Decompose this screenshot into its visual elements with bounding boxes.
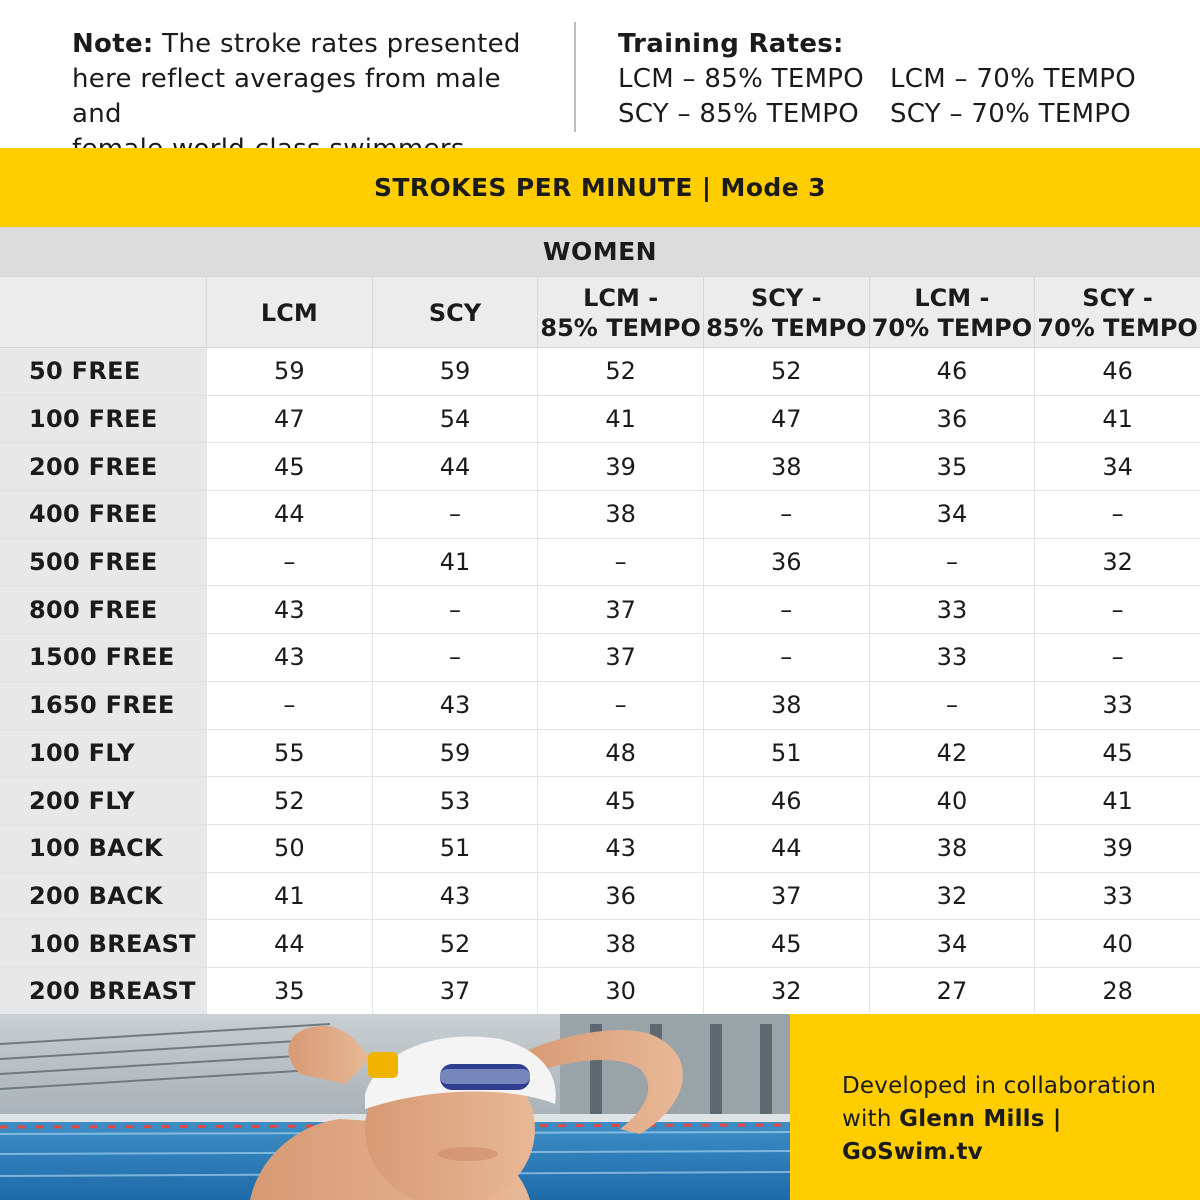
row-label: 100 BREAST [0, 920, 206, 967]
cell-scy: 53 [372, 777, 538, 824]
cell-scy-70: 32 [1034, 539, 1200, 586]
training-rate-item: SCY – 85% TEMPO [618, 99, 860, 129]
cell-lcm: 50 [206, 825, 372, 872]
table-row [0, 873, 1200, 921]
cell-lcm-70: 35 [869, 443, 1035, 490]
cell-lcm-70: 46 [869, 348, 1035, 395]
cell-scy: 51 [372, 825, 538, 872]
row-label: 50 FREE [0, 348, 206, 395]
row-label: 200 FREE [0, 443, 206, 490]
training-rate-item: SCY – 70% TEMPO [890, 99, 1132, 129]
cell-lcm: 59 [206, 348, 372, 395]
cell-scy-85: 36 [703, 539, 869, 586]
credit-line-1: Developed in collaboration [842, 1073, 1157, 1099]
cell-scy-85: 45 [703, 920, 869, 967]
cell-scy: 44 [372, 443, 538, 490]
swimmer-photo [0, 1014, 790, 1200]
table-header-row [0, 276, 1200, 348]
cell-scy-70: – [1034, 491, 1200, 538]
column-header-lcm: LCM [206, 277, 372, 347]
table-row [0, 396, 1200, 444]
row-label: 100 BACK [0, 825, 206, 872]
credit-text [842, 1070, 1200, 1169]
cell-lcm-85: 45 [537, 777, 703, 824]
credit-line-2-prefix: with [842, 1106, 900, 1132]
cell-scy-70: 28 [1034, 968, 1200, 1015]
cell-lcm: 35 [206, 968, 372, 1015]
cell-scy-85: 51 [703, 730, 869, 777]
column-header-lcm-85: LCM - 85% TEMPO [537, 277, 703, 347]
cell-scy: 43 [372, 873, 538, 920]
cell-scy-85: 37 [703, 873, 869, 920]
training-rates-title: Training Rates: [618, 29, 844, 59]
cell-scy: – [372, 586, 538, 633]
cell-scy-70: 39 [1034, 825, 1200, 872]
note-text [72, 27, 552, 167]
credit-panel [790, 1014, 1200, 1200]
row-label: 400 FREE [0, 491, 206, 538]
column-header-scy-85: SCY - 85% TEMPO [703, 277, 869, 347]
note-line-1: The stroke rates presented [162, 29, 521, 59]
training-rate-item: LCM – 70% TEMPO [890, 64, 1137, 94]
cell-lcm-85: 48 [537, 730, 703, 777]
cell-lcm-85: – [537, 539, 703, 586]
cell-scy-70: 34 [1034, 443, 1200, 490]
cell-scy-85: 46 [703, 777, 869, 824]
cell-lcm-85: 38 [537, 491, 703, 538]
row-label: 1500 FREE [0, 634, 206, 681]
cell-lcm-85: – [537, 682, 703, 729]
cell-scy-85: 44 [703, 825, 869, 872]
cell-lcm-70: 36 [869, 396, 1035, 443]
cell-scy: 59 [372, 730, 538, 777]
cell-lcm-85: 30 [537, 968, 703, 1015]
cell-lcm: 44 [206, 491, 372, 538]
note-label: Note: [72, 29, 154, 59]
swimmer-illustration [0, 1014, 790, 1200]
row-label: 1650 FREE [0, 682, 206, 729]
table-row [0, 491, 1200, 539]
cell-scy: 37 [372, 968, 538, 1015]
cell-lcm-70: 42 [869, 730, 1035, 777]
row-label: 100 FREE [0, 396, 206, 443]
cell-lcm-70: 27 [869, 968, 1035, 1015]
cell-scy-70: 41 [1034, 396, 1200, 443]
cell-lcm-70: 34 [869, 920, 1035, 967]
table-row [0, 825, 1200, 873]
cell-lcm: 43 [206, 634, 372, 681]
table-row [0, 730, 1200, 778]
table-body [0, 348, 1200, 1016]
cell-lcm-85: 37 [537, 634, 703, 681]
cell-lcm-85: 43 [537, 825, 703, 872]
cell-scy-70: – [1034, 586, 1200, 633]
cell-lcm: 47 [206, 396, 372, 443]
cell-scy-70: 46 [1034, 348, 1200, 395]
table-row [0, 586, 1200, 634]
cell-scy: 54 [372, 396, 538, 443]
cell-lcm-85: 41 [537, 396, 703, 443]
training-rate-item: LCM – 85% TEMPO [618, 64, 865, 94]
cell-scy: 43 [372, 682, 538, 729]
cell-scy-70: 41 [1034, 777, 1200, 824]
column-header-event [0, 277, 206, 347]
row-label: 800 FREE [0, 586, 206, 633]
cell-lcm-70: 32 [869, 873, 1035, 920]
cell-scy-85: 38 [703, 682, 869, 729]
column-header-lcm-70: LCM - 70% TEMPO [869, 277, 1035, 347]
notes-header [0, 0, 1200, 148]
cell-lcm: 52 [206, 777, 372, 824]
row-label: 200 BACK [0, 873, 206, 920]
cell-lcm: 44 [206, 920, 372, 967]
cell-scy: 59 [372, 348, 538, 395]
cell-lcm: – [206, 682, 372, 729]
cell-lcm-85: 52 [537, 348, 703, 395]
cell-lcm-70: 38 [869, 825, 1035, 872]
cell-lcm-85: 39 [537, 443, 703, 490]
cell-lcm-70: – [869, 539, 1035, 586]
row-label: 200 BREAST [0, 968, 206, 1015]
column-header-scy-70: SCY - 70% TEMPO [1034, 277, 1200, 347]
credit-author: Glenn Mills | GoSwim.tv [842, 1106, 1062, 1165]
table-row [0, 920, 1200, 968]
table-row [0, 682, 1200, 730]
cell-scy-85: 38 [703, 443, 869, 490]
cell-scy: – [372, 491, 538, 538]
cell-scy-70: 45 [1034, 730, 1200, 777]
note-line-2: here reflect averages from male and [72, 64, 501, 129]
row-label: 200 FLY [0, 777, 206, 824]
cell-scy-85: – [703, 491, 869, 538]
cell-lcm-70: 33 [869, 634, 1035, 681]
strokes-per-minute-banner: STROKES PER MINUTE | Mode 3 [0, 148, 1200, 227]
cell-lcm: 43 [206, 586, 372, 633]
table-row [0, 777, 1200, 825]
cell-lcm-70: 33 [869, 586, 1035, 633]
cell-lcm: 45 [206, 443, 372, 490]
row-label: 500 FREE [0, 539, 206, 586]
table-row [0, 348, 1200, 396]
cell-scy-70: – [1034, 634, 1200, 681]
cell-scy-70: 33 [1034, 682, 1200, 729]
cell-scy-85: 47 [703, 396, 869, 443]
section-title-women: WOMEN [0, 227, 1200, 276]
cell-lcm-70: 34 [869, 491, 1035, 538]
table-row [0, 443, 1200, 491]
cell-scy-85: 52 [703, 348, 869, 395]
cell-scy: – [372, 634, 538, 681]
cell-lcm-70: 40 [869, 777, 1035, 824]
cell-lcm-70: – [869, 682, 1035, 729]
cell-scy-85: – [703, 586, 869, 633]
cell-lcm: 55 [206, 730, 372, 777]
table-row [0, 634, 1200, 682]
cell-lcm: – [206, 539, 372, 586]
cell-scy-70: 33 [1034, 873, 1200, 920]
column-header-scy: SCY [372, 277, 538, 347]
cell-lcm: 41 [206, 873, 372, 920]
row-label: 100 FLY [0, 730, 206, 777]
cell-scy-85: – [703, 634, 869, 681]
table-row [0, 968, 1200, 1016]
cell-lcm-85: 38 [537, 920, 703, 967]
table-row [0, 539, 1200, 587]
cell-lcm-85: 36 [537, 873, 703, 920]
cell-scy-70: 40 [1034, 920, 1200, 967]
stroke-rate-table [0, 276, 1200, 1016]
cell-lcm-85: 37 [537, 586, 703, 633]
cell-scy: 52 [372, 920, 538, 967]
training-rates [618, 27, 1178, 132]
cell-scy-85: 32 [703, 968, 869, 1015]
header-divider [574, 22, 576, 132]
cell-scy: 41 [372, 539, 538, 586]
